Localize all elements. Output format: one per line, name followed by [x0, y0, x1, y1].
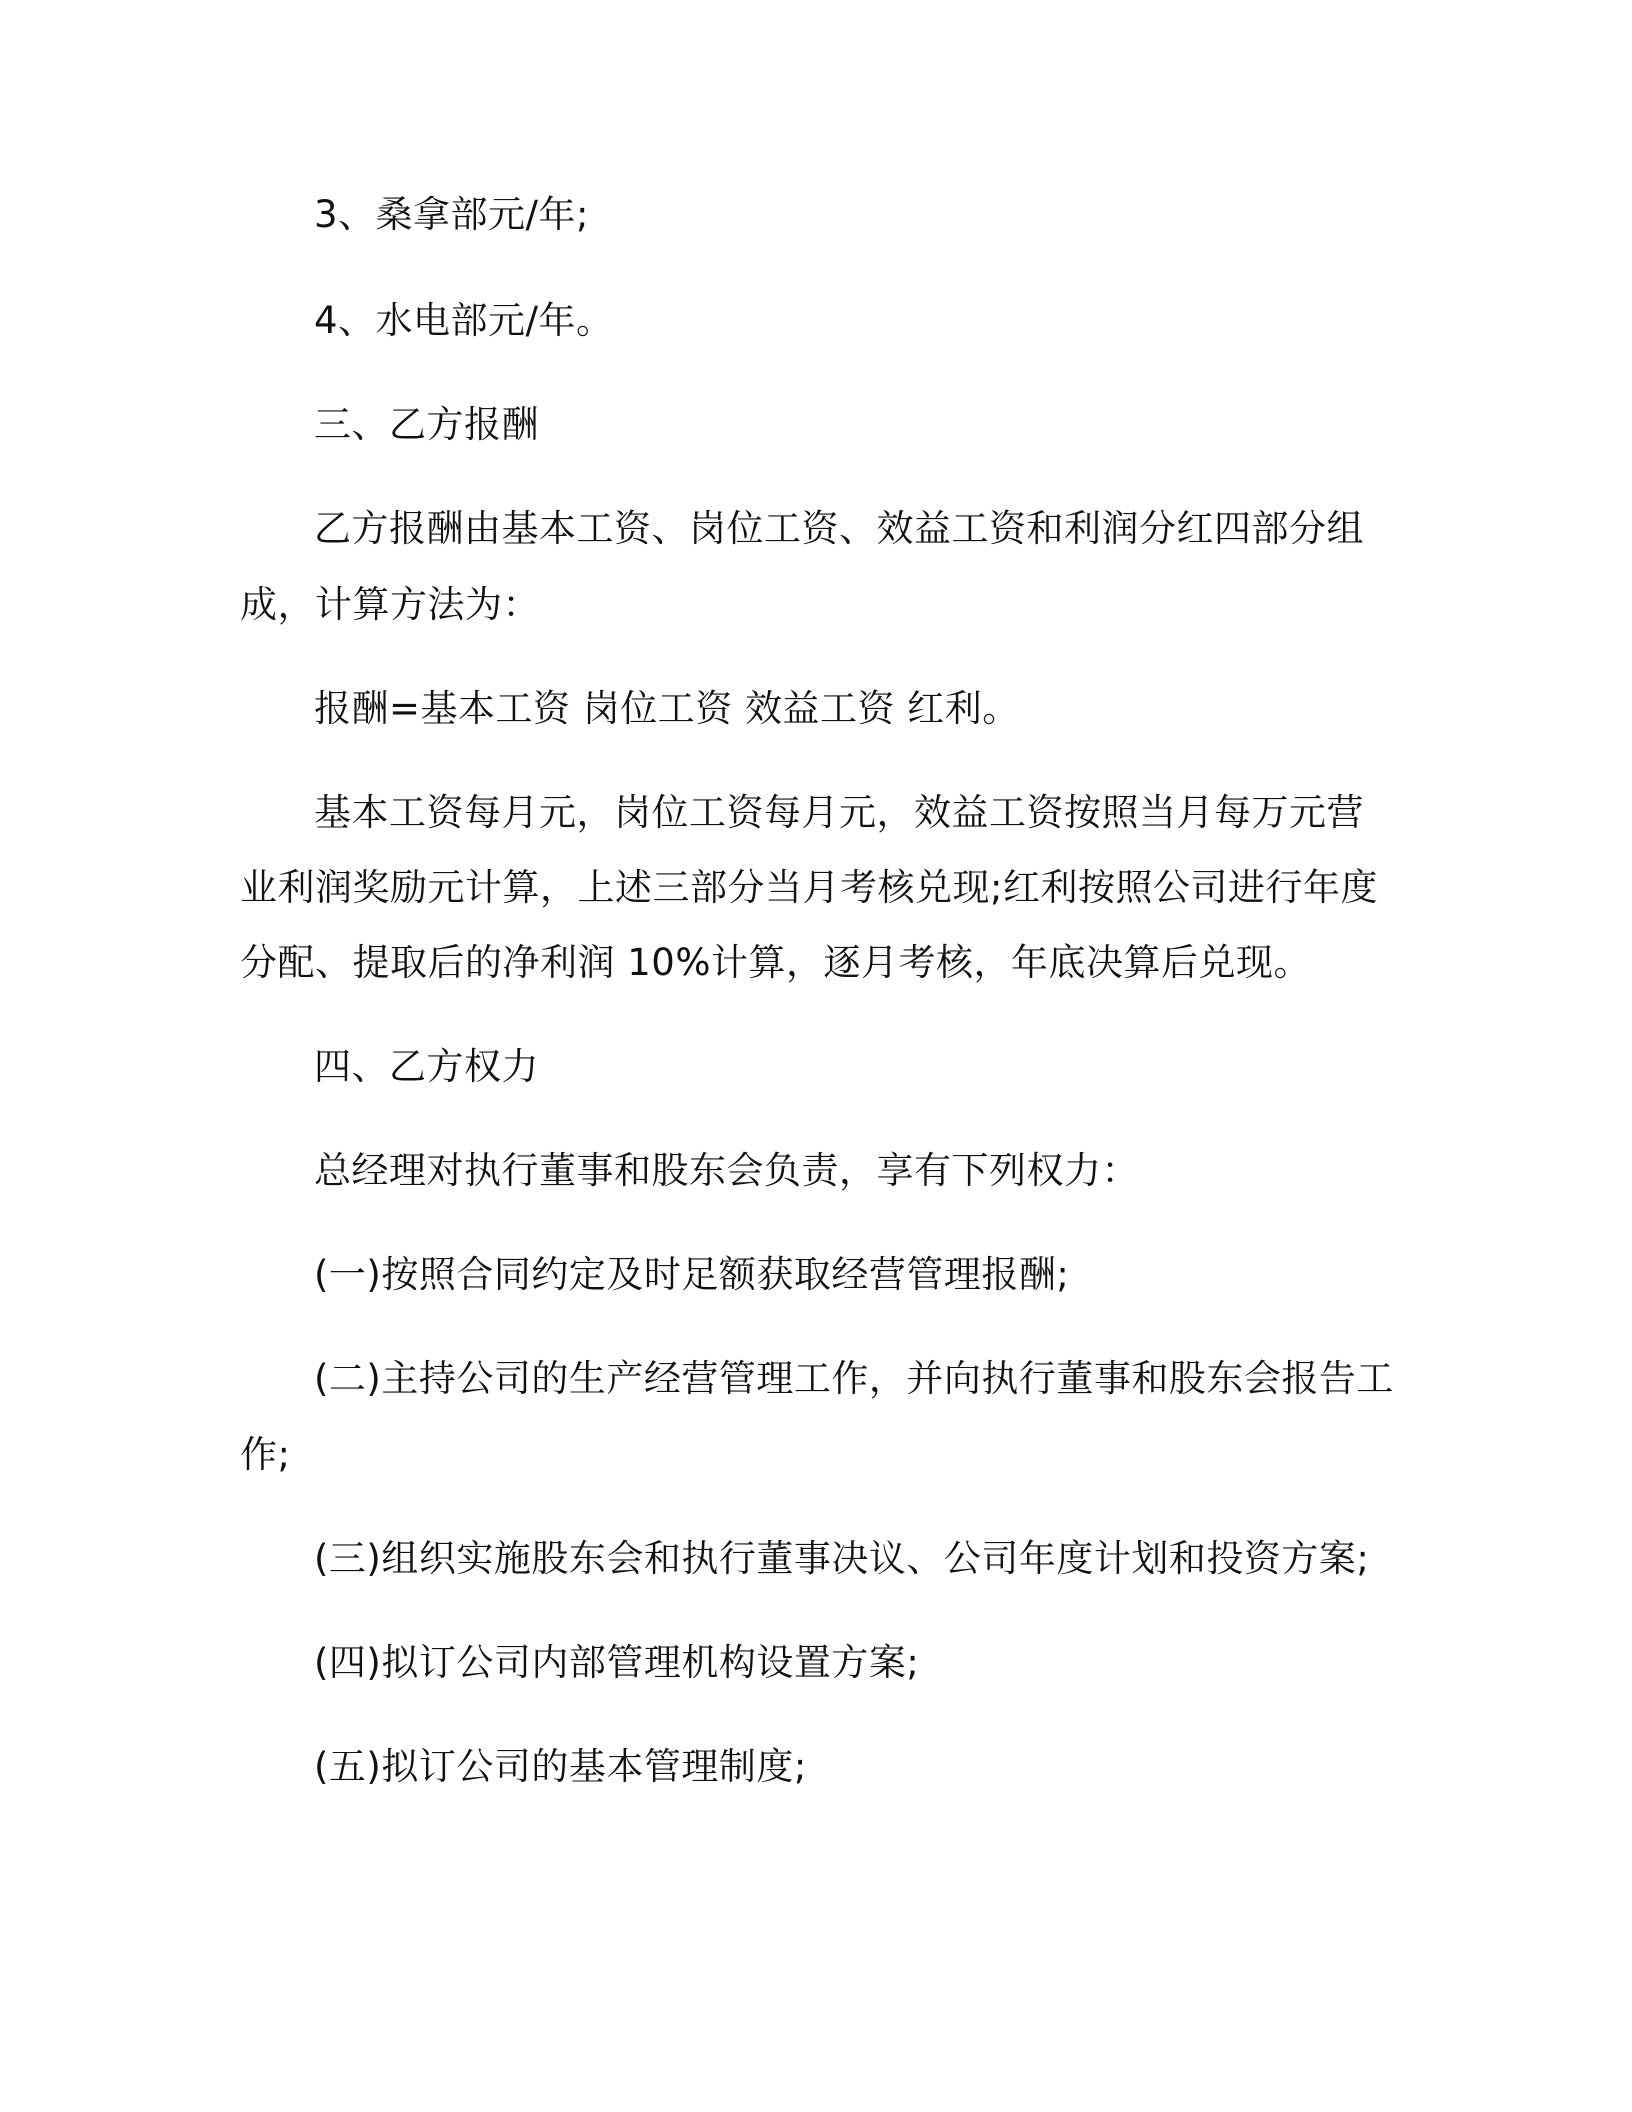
list-item-power-1: (一)按照合同约定及时足额获取经营管理报酬; [314, 1253, 1070, 1296]
section-heading-powers: 四、乙方权力 [314, 1045, 539, 1088]
list-item-power-2-line-1: (二)主持公司的生产经营管理工作，并向执行董事和股东会报告工 [314, 1357, 1394, 1400]
paragraph-salary-line-2: 业利润奖励元计算，上述三部分当月考核兑现;红利按照公司进行年度 [240, 866, 1378, 909]
section-heading-remuneration: 三、乙方报酬 [314, 403, 539, 446]
paragraph-salary-line-1: 基本工资每月元，岗位工资每月元，效益工资按照当月每万元营 [314, 791, 1364, 834]
paragraph-salary-line-3: 分配、提取后的净利润 10%计算，逐月考核，年底决算后兑现。 [240, 941, 1311, 984]
list-item-utilities: 4、水电部元/年。 [314, 299, 614, 342]
list-item-power-2-line-2: 作; [240, 1433, 291, 1476]
paragraph-remuneration-line-1: 乙方报酬由基本工资、岗位工资、效益工资和利润分红四部分组 [314, 507, 1364, 550]
paragraph-powers-intro: 总经理对执行董事和股东会负责，享有下列权力： [314, 1149, 1139, 1192]
list-item-power-3: (三)组织实施股东会和执行董事决议、公司年度计划和投资方案; [314, 1537, 1370, 1580]
list-item-sauna: 3、桑拿部元/年; [314, 193, 589, 236]
list-item-power-4: (四)拟订公司内部管理机构设置方案; [314, 1641, 920, 1684]
list-item-power-5: (五)拟订公司的基本管理制度; [314, 1745, 807, 1788]
remuneration-formula: 报酬=基本工资 岗位工资 效益工资 红利。 [314, 687, 1020, 730]
paragraph-remuneration-line-2: 成，计算方法为： [240, 583, 540, 626]
